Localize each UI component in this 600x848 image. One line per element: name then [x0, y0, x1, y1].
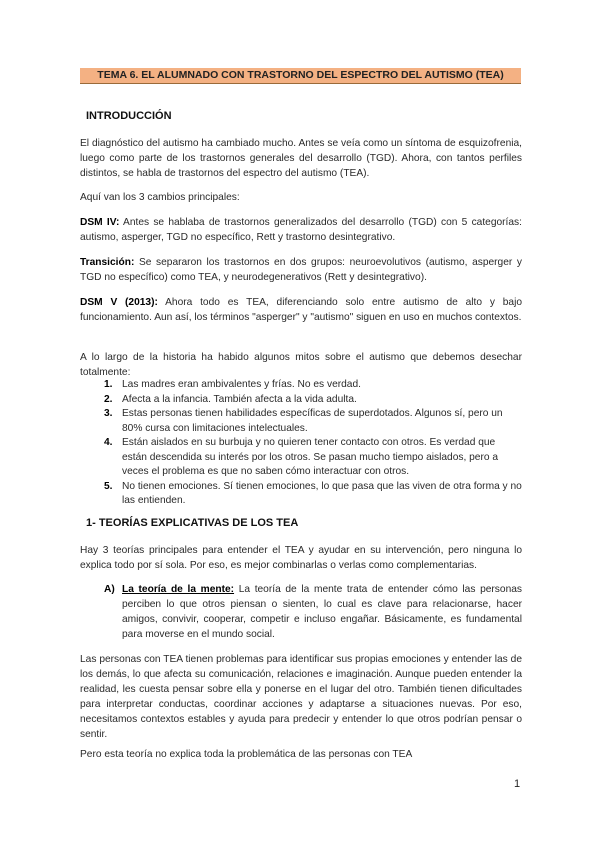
tea-paragraph: Las personas con TEA tienen problemas para identificar sus propias emociones y entender las de los demás, lo que afecta su comunicación, relaciones e imaginación. Aunque pueden entender la realidad, les cuesta pensar sobre ella y ponerse en el lugar del otro. También tienen dificultades para interpretar conductas, coordinar acciones y adaptarse a situaciones nuevas. Por eso, necesitamos contextos estables y ayuda para predecir y entender lo que otros podrían pensar o sentir. — [80, 654, 522, 740]
changes-intro: Aquí van los 3 cambios principales: — [80, 192, 240, 203]
theory-a-body — [122, 582, 522, 642]
transition-paragraph — [80, 255, 522, 285]
theory-a-text: La teoría de la mente trata de entender cómo las personas perciben lo que otros piensan o sienten, lo cual es clave para relacionarse, hacer amigos, convivir, cooperar, competir e incluso engañar. Básicamente, es fundamental para moverse en el mundo social. — [122, 584, 522, 640]
dsm5-paragraph — [80, 295, 522, 325]
theory-a-label: La teoría de la mente: — [122, 584, 235, 595]
transition-text: Se separaron los trastornos en dos grupos: neuroevolutivos (autismo, asperger y TGD no específico) como TEA, y neurodegenerativos (Rett y desintegrativo). — [80, 257, 522, 283]
dsm4-text: Antes se hablaba de trastornos generalizados del desarrollo (TGD) con 5 categorías: autismo, asperger, TGD no específico, Rett y trastorno desintegrativo. — [80, 217, 522, 243]
theory-a-mark: A) — [104, 584, 115, 595]
list-item — [104, 436, 522, 480]
list-text: No tienen emociones. Sí tienen emociones, lo que pasa que las viven de otra forma y no las entienden. — [122, 480, 522, 506]
list-text: Las madres eran ambivalentes y frías. No es verdad. — [122, 379, 361, 390]
list-number: 2. — [104, 393, 113, 405]
list-item — [104, 480, 522, 509]
closing-paragraph: Pero esta teoría no explica toda la problemática de las personas con TEA — [80, 749, 413, 760]
myths-intro: A lo largo de la historia ha habido algunos mitos sobre el autismo que debemos desechar totalmente: — [80, 352, 522, 378]
myths-list — [104, 378, 522, 509]
section1-heading: 1- TEORÍAS EXPLICATIVAS DE LOS TEA — [86, 517, 299, 529]
dsm5-text: Ahora todo es TEA, diferenciando solo entre autismo de alto y bajo funcionamiento. Aun así, los términos "asperger" y "autismo" siguen en uso en muchos contextos. — [80, 297, 522, 323]
list-number: 4. — [104, 437, 113, 448]
list-item — [104, 407, 522, 436]
list-number: 3. — [104, 408, 113, 419]
theory-a — [104, 582, 522, 642]
list-item — [104, 378, 522, 393]
dsm4-label: DSM IV: — [80, 217, 120, 228]
list-number: 1. — [104, 379, 113, 390]
intro-heading: INTRODUCCIÓN — [86, 110, 172, 122]
list-number: 5. — [104, 480, 113, 492]
dsm5-label: DSM V (2013): — [80, 297, 158, 308]
document-title: TEMA 6. EL ALUMNADO CON TRASTORNO DEL ESPECTRO DEL AUTISMO (TEA) — [80, 68, 521, 84]
theories-intro: Hay 3 teorías principales para entender el TEA y ayudar en su intervención, pero ninguna lo explica todo por sí sola. Por eso, es mejor combinarlas o verlas como complementarias. — [80, 545, 522, 571]
page-number: 1 — [514, 778, 521, 790]
list-text: Están aislados en su burbuja y no quieren tener contacto con otros. Es verdad que están descendida su interés por los otros. Se pasan mucho tiempo aislados, pero a veces el problema es que no saben cómo interactuar con otros. — [122, 437, 499, 477]
list-text: Estas personas tienen habilidades específicas de superdotados. Algunos sí, pero un 80% cursa con limitaciones intelectuales. — [122, 408, 503, 434]
intro-paragraph: El diagnóstico del autismo ha cambiado mucho. Antes se veía como un síntoma de esquizofrenia, luego como parte de los trastornos generales del desarrollo (TGD). Ahora, con tantos perfiles distintos, se habla de trastornos del espectro del autismo (TEA). — [80, 138, 522, 179]
transition-label: Transición: — [80, 257, 135, 268]
list-item — [104, 393, 522, 408]
dsm4-paragraph — [80, 215, 522, 245]
list-text: Afecta a la infancia. También afecta a la vida adulta. — [122, 393, 357, 405]
